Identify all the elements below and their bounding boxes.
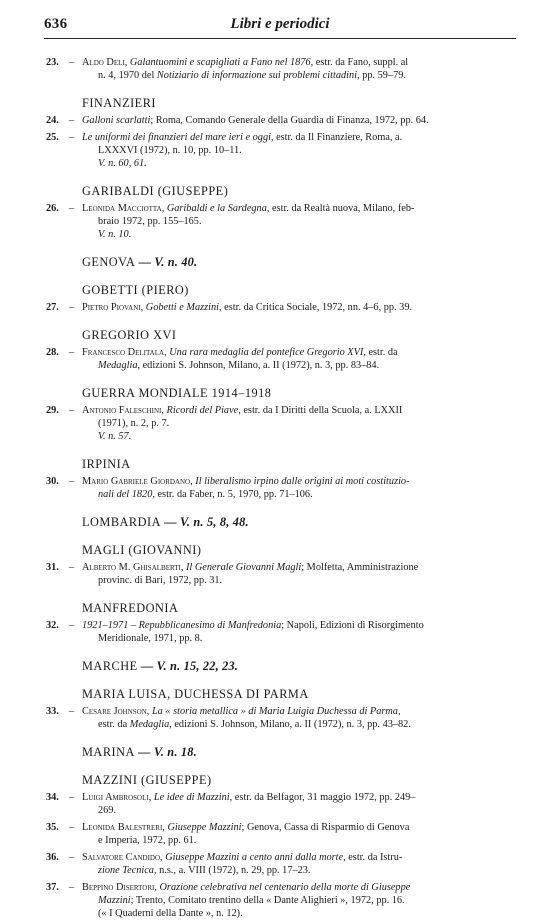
entry-continuation: [82, 574, 516, 587]
entry-line: [82, 881, 516, 894]
cross-reference: V. n. 10.: [98, 229, 132, 240]
entry-dash: –: [69, 822, 75, 833]
entry-dash: –: [69, 115, 75, 126]
continuation-text: , edizioni S. Johnson, Milano, a. II (1972), n. 3, pp. 43–82.: [169, 719, 411, 730]
heading-text: MARINA: [82, 745, 135, 759]
section-heading: [46, 773, 516, 787]
running-title: Libri e periodici: [230, 16, 330, 32]
bibliography-entry: [46, 791, 516, 817]
entry-continuation: [82, 632, 516, 645]
entry-dash: –: [69, 882, 75, 893]
entry-separator: ,: [180, 562, 186, 573]
bibliography-entry: [46, 301, 516, 314]
continuation-text: ; Trento, Comitato trentino della « Dante Alighieri », 1972, pp. 16.: [130, 895, 405, 906]
heading-text: GREGORIO XVI: [82, 328, 177, 342]
continuation-text: estr. da: [98, 719, 130, 730]
entry-author: Alberto M. Ghisalberti: [82, 562, 181, 573]
heading-text: MAZZINI (GIUSEPPE): [82, 773, 212, 787]
entry-author: Mario Gabriele Giordano: [82, 476, 191, 487]
entry-continuation: [82, 215, 516, 228]
entry-number: 33.: [46, 706, 59, 717]
entry-publication: , estr. da Fano, suppl. al: [310, 57, 409, 68]
continuation-text: Meridionale, 1971, pp. 8.: [98, 633, 203, 644]
entry-continuation: [82, 144, 516, 157]
entry-number: 25.: [46, 132, 59, 143]
entry-number: 36.: [46, 852, 59, 863]
continuation-text: zione Tecnica: [98, 865, 154, 876]
entry-line: [82, 851, 516, 864]
section-heading: [46, 687, 516, 701]
entry-title: Garibaldi e la Sardegna: [166, 203, 267, 214]
bibliography-entry: [46, 881, 516, 920]
entry-line: [82, 114, 516, 127]
continuation-text: LXXXVI (1972), n. 10, pp. 10–11.: [98, 145, 242, 156]
heading-text: GARIBALDI (GIUSEPPE): [82, 184, 229, 198]
entry-dash: –: [69, 706, 75, 717]
entry-separator: ,: [160, 852, 166, 863]
entry-line: [82, 202, 516, 215]
entry-continuation: [82, 718, 516, 731]
entry-title: La « storia metallica » di Maria Luigia Duchessa di Parma: [151, 706, 398, 717]
entry-line: [82, 705, 516, 718]
entry-number: 28.: [46, 347, 59, 358]
entry-number: 29.: [46, 405, 59, 416]
entry-publication: , estr. da Belfagor, 31 maggio 1972, pp. 249–: [229, 792, 416, 803]
entry-line: [82, 619, 516, 632]
entry-dash: –: [69, 620, 75, 631]
entry-author: Beppino Disertori: [82, 882, 155, 893]
entry-number: 31.: [46, 562, 59, 573]
entry-separator: ,: [124, 57, 130, 68]
entry-continuation: [82, 804, 516, 817]
continuation-text: e Imperia, 1972, pp. 61.: [98, 835, 197, 846]
entry-dash: –: [69, 203, 75, 214]
entry-title: Gobetti e Mazzini: [145, 302, 219, 313]
heading-text: LOMBARDIA: [82, 515, 161, 529]
continuation-text: Medaglia: [98, 360, 138, 371]
entry-dash: –: [69, 405, 75, 416]
bibliography-entry: [46, 619, 516, 645]
entry-publication: , estr. da Istru-: [343, 852, 403, 863]
heading-text: MAGLI (GIOVANNI): [82, 543, 202, 557]
entry-continuation: [82, 488, 516, 501]
entry-title: Le uniformi dei finanzieri del mare ieri e oggi: [82, 132, 271, 143]
entry-dash: –: [69, 562, 75, 573]
entry-publication: ; Molfetta, Amministrazione: [301, 562, 419, 573]
entry-author: Aldo Deli: [82, 57, 125, 68]
entry-number: 30.: [46, 476, 59, 487]
section-heading: [46, 255, 516, 269]
section-heading: [46, 745, 516, 759]
bibliography-entry: [46, 561, 516, 587]
bibliography-entry: [46, 131, 516, 170]
bibliography-entry: [46, 346, 516, 372]
heading-text: GOBETTI (PIERO): [82, 283, 189, 297]
continuation-text: Notiziario di informazione sui problemi cittadini: [156, 70, 358, 81]
section-heading: [46, 457, 516, 471]
entry-line: [82, 404, 516, 417]
heading-text: MANFREDONIA: [82, 601, 179, 615]
bibliography-entry: [46, 56, 516, 82]
entry-continuation: [82, 359, 516, 372]
entry-publication: , estr. da Il Finanziere, Roma, a.: [270, 132, 403, 143]
entry-author: Luigi Ambrosoli: [82, 792, 149, 803]
heading-text: GENOVA: [82, 255, 136, 269]
entry-publication: ; Genova, Cassa di Risparmio di Genova: [241, 822, 410, 833]
entry-separator: ,: [140, 302, 146, 313]
continuation-text: , pp. 59–79.: [357, 70, 406, 81]
section-heading: [46, 184, 516, 198]
bibliography-entry: [46, 202, 516, 241]
entry-title: Una rara medaglia del pontefice Gregorio XVI: [169, 347, 364, 358]
section-heading: [46, 96, 516, 110]
entry-continuation: [82, 864, 516, 877]
cross-reference: — V. n. 40.: [135, 255, 198, 269]
entry-author: Pietro Piovani: [82, 302, 141, 313]
page-header: [44, 16, 516, 39]
cross-reference: V. n. 60, 61.: [98, 158, 147, 169]
heading-text: FINANZIERI: [82, 96, 156, 110]
entry-separator: ,: [190, 476, 196, 487]
section-heading: [46, 659, 516, 673]
entry-title: Giuseppe Mazzini: [167, 822, 242, 833]
entry-separator: ,: [162, 822, 168, 833]
entry-line: [82, 346, 516, 359]
entry-title: Il Generale Giovanni Magli: [186, 562, 302, 573]
entry-author: Leonida Balestreri: [82, 822, 163, 833]
entry-title: 1921–1971 – Repubblicanesimo di Manfredonia: [82, 620, 282, 631]
heading-text: MARIA LUISA, DUCHESSA DI PARMA: [82, 687, 309, 701]
entry-publication: ,: [397, 706, 401, 717]
entry-dash: –: [69, 57, 75, 68]
bibliography-entry: [46, 821, 516, 847]
entry-number: 24.: [46, 115, 59, 126]
entry-continuation: [82, 69, 516, 82]
entry-line: [82, 791, 516, 804]
bibliography-entry: [46, 851, 516, 877]
continuation-text: braio 1972, pp. 155–165.: [98, 216, 202, 227]
section-heading: [46, 601, 516, 615]
entry-line: [82, 131, 516, 144]
entry-title: Il liberalismo irpino dalle origini ai moti costituzio-: [195, 476, 410, 487]
entry-title: Galloni scarlatti: [82, 115, 151, 126]
bibliography-list: [46, 56, 516, 920]
entry-separator: ,: [161, 203, 167, 214]
bibliography-entry: [46, 114, 516, 127]
bibliography-entry: [46, 404, 516, 443]
cross-reference: V. n. 57.: [98, 431, 132, 442]
entry-author: Francesco Delitala: [82, 347, 165, 358]
entry-line: [82, 561, 516, 574]
heading-text: GUERRA MONDIALE 1914–1918: [82, 386, 272, 400]
entry-title: Le idee di Mazzini: [153, 792, 230, 803]
continuation-text: provinc. di Bari, 1972, pp. 31.: [98, 575, 223, 586]
entry-dash: –: [69, 347, 75, 358]
section-heading: [46, 283, 516, 297]
entry-author: Salvatore Candido: [82, 852, 161, 863]
entry-number: 27.: [46, 302, 59, 313]
heading-text: IRPINIA: [82, 457, 131, 471]
entry-publication: , estr. da Realtà nuova, Milano, feb-: [266, 203, 415, 214]
section-heading: [46, 386, 516, 400]
entry-dash: –: [69, 132, 75, 143]
bibliography-entry: [46, 475, 516, 501]
entry-publication: , estr. da: [363, 347, 398, 358]
entry-separator: ,: [154, 882, 160, 893]
entry-continuation: [82, 834, 516, 847]
entry-separator: ,: [164, 347, 170, 358]
continuation-text: (1971), n. 2, p. 7.: [98, 418, 170, 429]
entry-title: Galantuomini e scapigliati a Fano nel 1876: [129, 57, 311, 68]
entry-dash: –: [69, 792, 75, 803]
entry-number: 34.: [46, 792, 59, 803]
entry-title: Ricordi del Piave: [166, 405, 239, 416]
section-heading: [46, 543, 516, 557]
entry-continuation: [82, 417, 516, 430]
entry-author: Antonio Faleschini: [82, 405, 162, 416]
entry-author: Leonida Macciotta: [82, 203, 162, 214]
entry-continuation: [82, 894, 516, 907]
entry-title: Giuseppe Mazzini a cento anni dalla morte: [165, 852, 344, 863]
entry-number: 32.: [46, 620, 59, 631]
heading-text: MARCHE: [82, 659, 138, 673]
cross-reference: — V. n. 5, 8, 48.: [160, 515, 249, 529]
continuation-text: , edizioni S. Johnson, Milano, a. II (1972), n. 3, pp. 83–84.: [137, 360, 380, 371]
section-heading: [46, 515, 516, 529]
entry-dash: –: [69, 476, 75, 487]
entry-publication: , estr. da Critica Sociale, 1972, nn. 4–6, pp. 39.: [219, 302, 413, 313]
bibliography-entry: [46, 705, 516, 731]
cross-reference: — V. n. 18.: [134, 745, 197, 759]
entry-number: 23.: [46, 57, 59, 68]
entry-line: [82, 475, 516, 488]
section-heading: [46, 328, 516, 342]
continuation-text: 269.: [98, 805, 117, 816]
entry-separator: ,: [148, 792, 154, 803]
continuation-text: , estr. da Faber, n. 5, 1970, pp. 71–106.: [152, 489, 313, 500]
entry-line: [82, 56, 516, 69]
entry-publication: , estr. da I Diritti della Scuola, a. LXXII: [238, 405, 403, 416]
continuation-text: , n.s., a. VIII (1972), n. 29, pp. 17–23.: [153, 865, 311, 876]
entry-dash: –: [69, 302, 75, 313]
page-number: 636: [44, 16, 68, 32]
entry-continuation: (« I Quaderni della Dante », n. 12).: [98, 908, 243, 919]
continuation-text: nali del 1820: [98, 489, 153, 500]
entry-dash: –: [69, 852, 75, 863]
continuation-text: Mazzini: [98, 895, 131, 906]
cross-reference: — V. n. 15, 22, 23.: [137, 659, 239, 673]
continuation-text: n. 4, 1970 del: [98, 70, 157, 81]
entry-title: Orazione celebrativa nel centenario della morte di Giuseppe: [159, 882, 411, 893]
continuation-text: Medaglia: [129, 719, 170, 730]
entry-number: 26.: [46, 203, 59, 214]
entry-number: 37.: [46, 882, 59, 893]
entry-separator: ,: [161, 405, 167, 416]
entry-publication: ; Roma, Comando Generale della Guardia di Finanza, 1972, pp. 64.: [150, 115, 429, 126]
entry-author: Cesare Johnson: [82, 706, 147, 717]
entry-line: [82, 301, 516, 314]
entry-number: 35.: [46, 822, 59, 833]
entry-publication: ; Napoli, Edizioni di Risorgimento: [281, 620, 424, 631]
entry-separator: ,: [146, 706, 152, 717]
